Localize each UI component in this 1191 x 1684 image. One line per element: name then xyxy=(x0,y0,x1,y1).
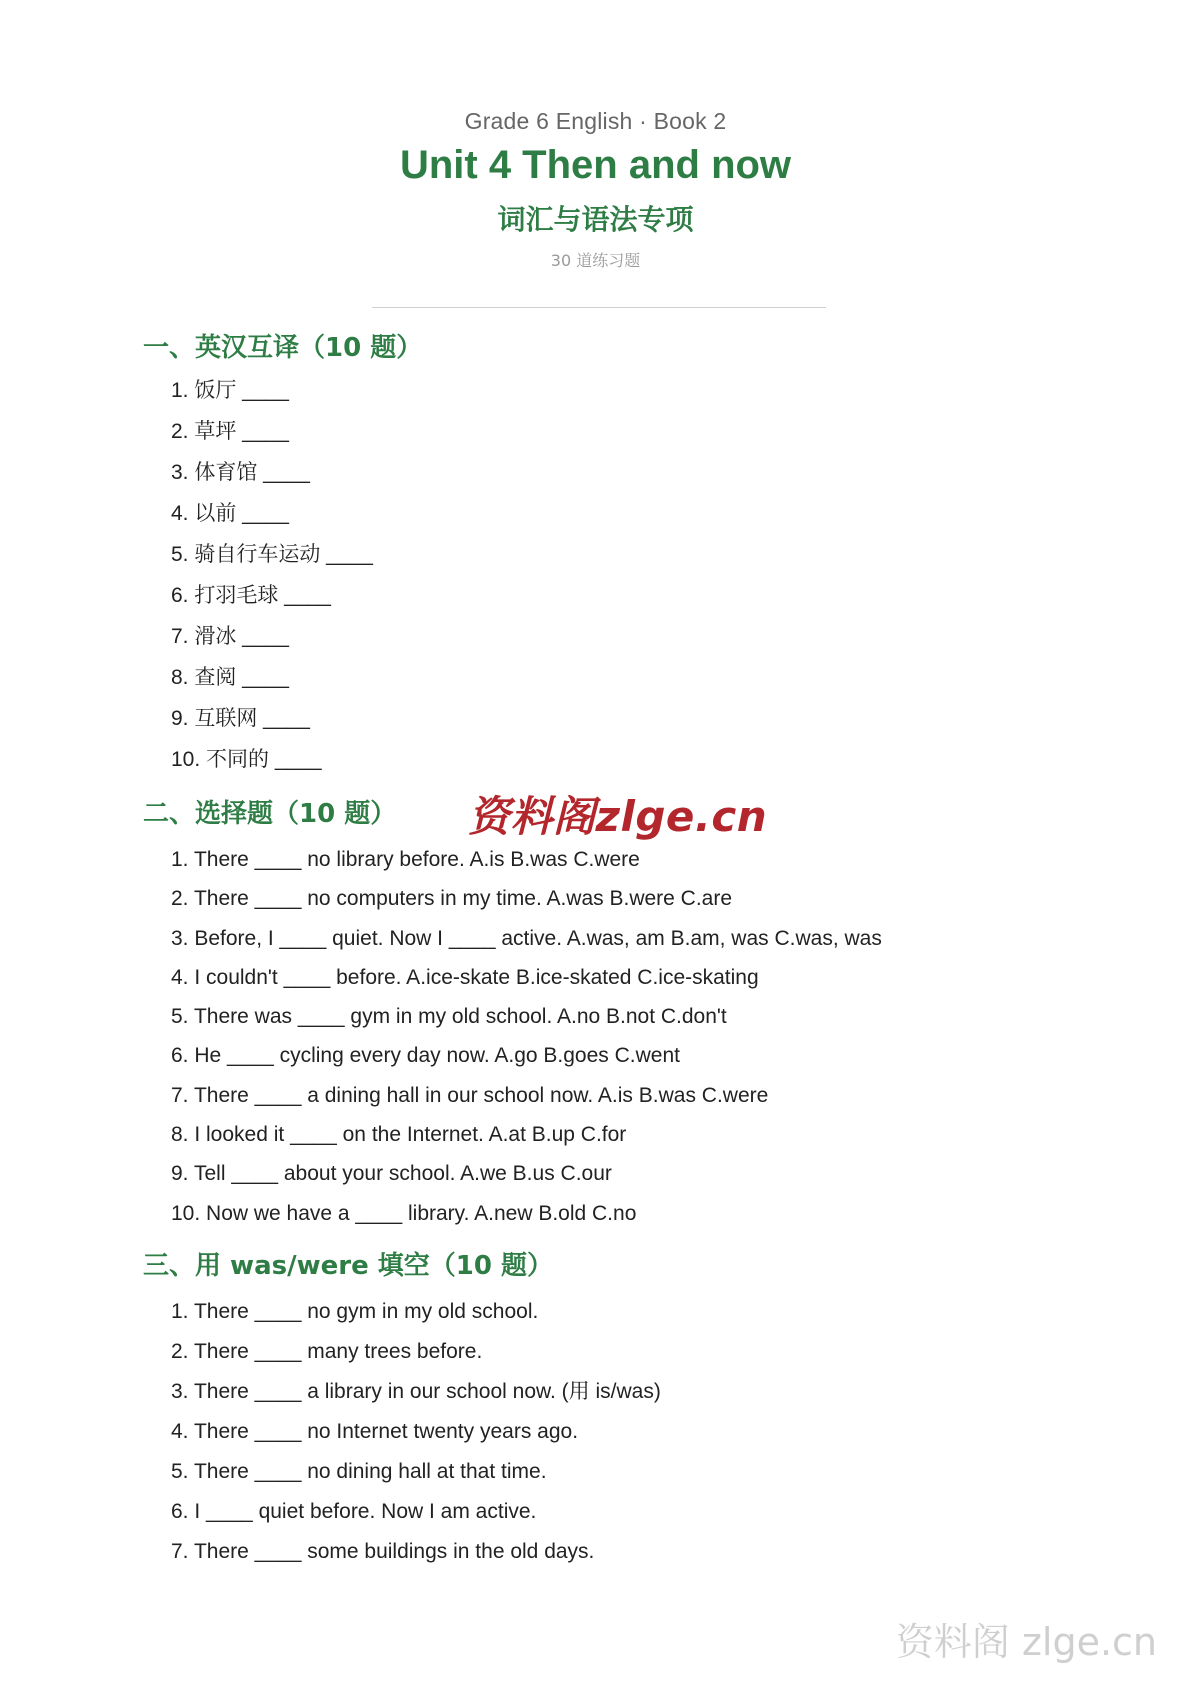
question-list xyxy=(143,840,882,1233)
question-item: 8. 查阅 ____ xyxy=(171,666,289,689)
section-translation xyxy=(143,330,422,780)
question-item: 9. Tell ____ about your school. A.we B.us C.our xyxy=(171,1162,612,1186)
question-item: 5. There ____ no dining hall at that time. xyxy=(171,1460,547,1483)
question-list xyxy=(143,370,422,780)
unit-title: Unit 4 Then and now xyxy=(399,143,792,187)
question-item: 6. 打羽毛球 ____ xyxy=(171,584,331,607)
question-item: 1. There ____ no gym in my old school. xyxy=(171,1300,539,1323)
document-header xyxy=(0,108,1191,271)
question-item: 4. I couldn't ____ before. A.ice-skate B.ice-skated C.ice-skating xyxy=(171,965,759,989)
question-item: 6. He ____ cycling every day now. A.go B.goes C.went xyxy=(171,1044,680,1068)
question-item: 3. There ____ a library in our school now. (用 is/was) xyxy=(171,1380,661,1403)
watermark-corner: 资料阁 zlge.cn xyxy=(895,1620,1157,1664)
course-subtitle: Grade 6 English · Book 2 xyxy=(464,108,727,134)
question-item: 3. 体育馆 ____ xyxy=(171,461,310,484)
question-item: 7. There ____ some buildings in the old days. xyxy=(171,1540,595,1563)
question-item: 8. I looked it ____ on the Internet. A.at B.up C.for xyxy=(171,1123,627,1147)
question-list xyxy=(143,1292,661,1572)
section-fill-in xyxy=(143,1248,661,1572)
question-item: 4. 以前 ____ xyxy=(171,502,289,525)
question-item: 2. 草坪 ____ xyxy=(171,420,289,443)
section-heading: 三、用 was/were 填空（10 题） xyxy=(143,1251,553,1281)
question-item: 2. There ____ no computers in my time. A.was B.were C.are xyxy=(171,887,733,911)
question-item: 4. There ____ no Internet twenty years ago. xyxy=(171,1420,579,1443)
question-item: 5. 骑自行车运动 ____ xyxy=(171,543,373,566)
question-item: 1. There ____ no library before. A.is B.was C.were xyxy=(171,848,640,871)
question-item: 7. There ____ a dining hall in our school now. A.is B.was C.were xyxy=(171,1083,769,1107)
topic-title: 词汇与语法专项 xyxy=(497,203,694,236)
question-item: 7. 滑冰 ____ xyxy=(171,625,289,648)
header-divider xyxy=(372,307,826,308)
question-item: 1. 饭厅 ____ xyxy=(171,379,289,402)
section-heading: 二、选择题（10 题） xyxy=(143,799,397,829)
question-item: 2. There ____ many trees before. xyxy=(171,1340,483,1363)
question-item: 10. Now we have a ____ library. A.new B.old C.no xyxy=(171,1201,637,1225)
question-count: 30 道练习题 xyxy=(550,251,641,270)
question-item: 9. 互联网 ____ xyxy=(171,707,310,730)
section-heading: 一、英汉互译（10 题） xyxy=(143,333,423,363)
watermark-logo: 资料阁zlge.cn xyxy=(468,792,768,841)
question-item: 10. 不同的 ____ xyxy=(171,748,322,771)
question-item: 5. There was ____ gym in my old school. A.no B.not C.don't xyxy=(171,1005,727,1029)
question-item: 6. I ____ quiet before. Now I am active. xyxy=(171,1500,537,1523)
question-item: 3. Before, I ____ quiet. Now I ____ active. A.was, am B.am, was C.was, was xyxy=(171,926,882,950)
section-multiple-choice xyxy=(143,796,882,1233)
